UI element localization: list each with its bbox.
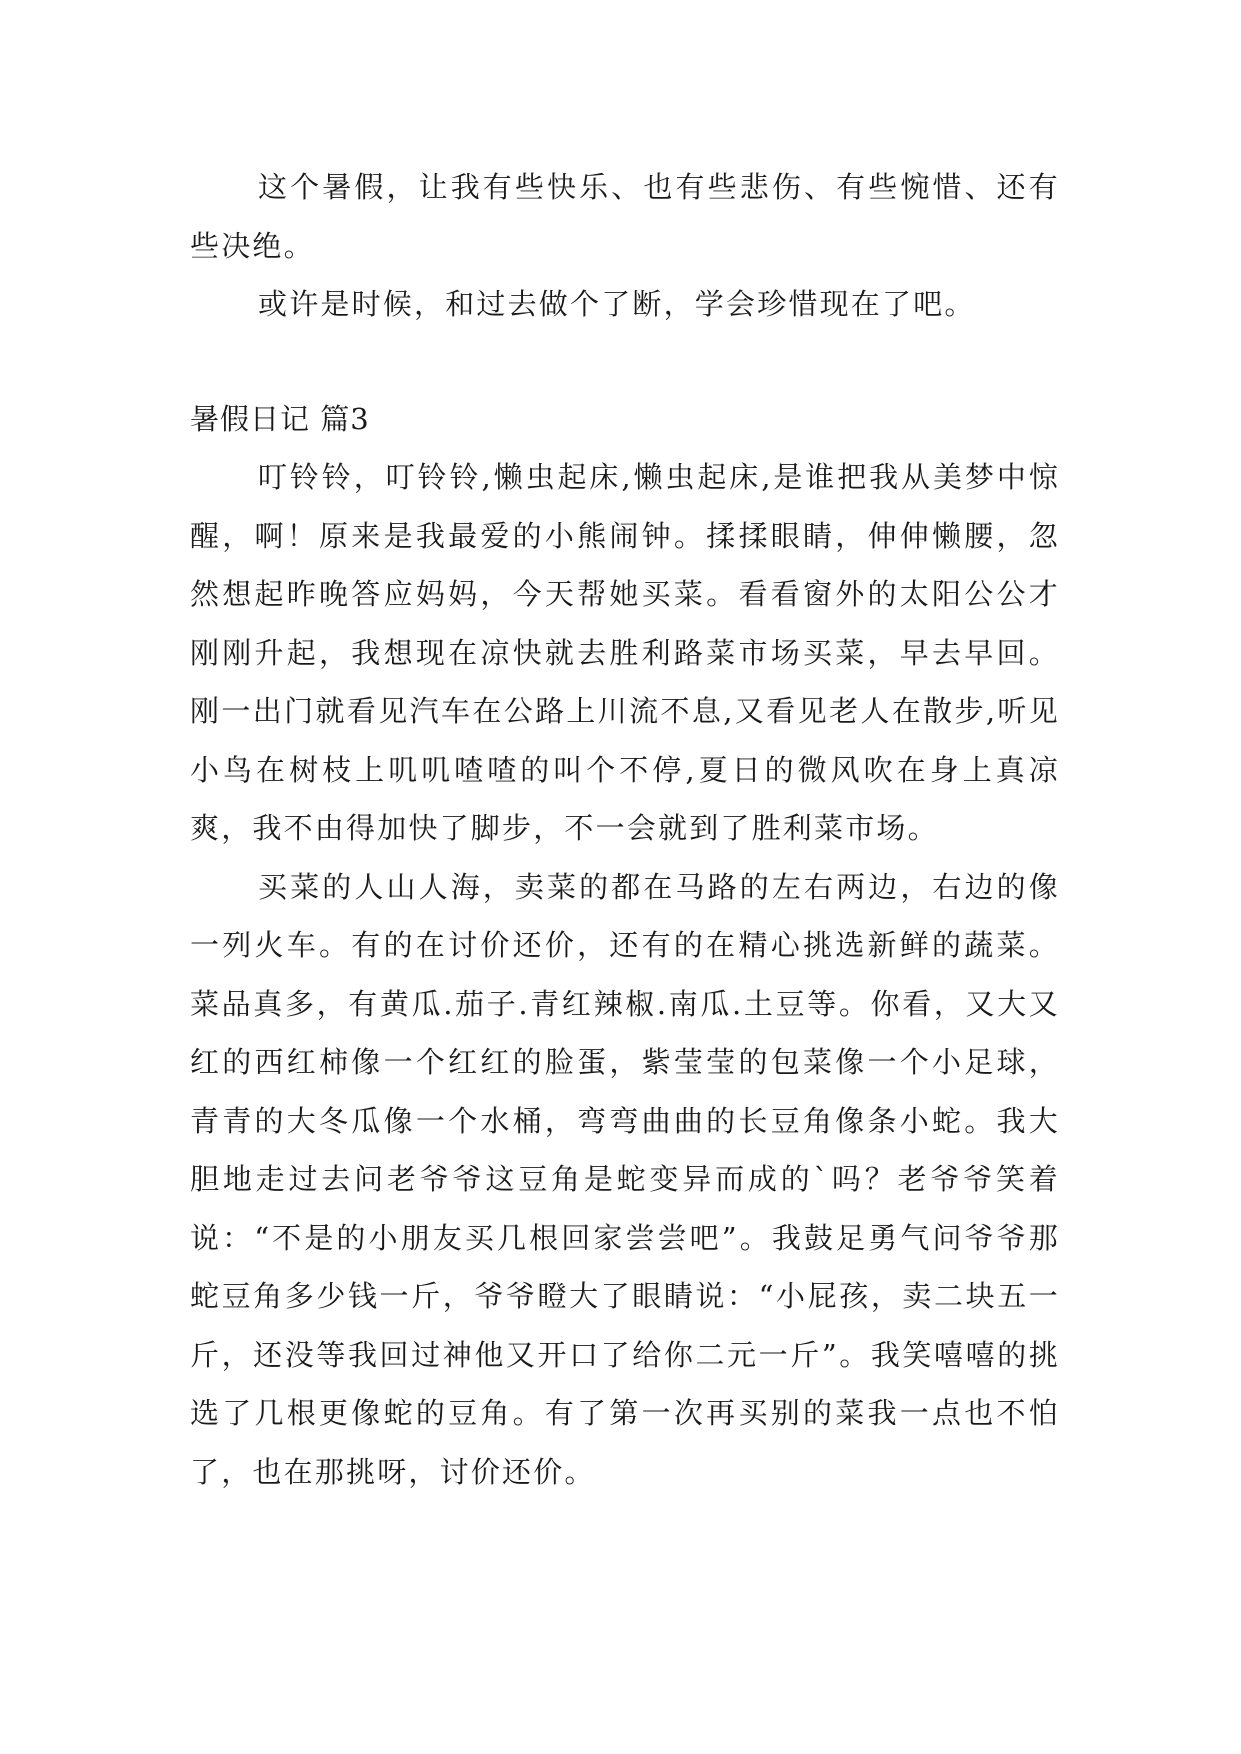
section-heading: 暑假日记 篇3 — [190, 401, 370, 436]
paragraph-2: 或许是时候，和过去做个了断，学会珍惜现在了吧。 — [258, 287, 976, 321]
paragraph-3: 叮铃铃，叮铃铃,懒虫起床,懒虫起床,是谁把我从美梦中惊醒，啊！原来是我最爱的小熊闹钟。揉揉眼睛，伸伸懒腰，忽然想起昨晚答应妈妈，今天帮她买菜。看看窗外的太阳公公才刚刚升起，我想现在凉快就去胜利路菜市场买菜，早去早回。刚一出门就看见汽车在公路上川流不息,又看见老人在散步,听见小鸟在树枝上叽叽喳喳的叫个不停,夏日的微风吹在身上真凉爽，我不由得加快了脚步，不一会就到了胜利菜市场。 — [190, 460, 1060, 845]
paragraph-4: 买菜的人山人海，卖菜的都在马路的左右两边，右边的像一列火车。有的在讨价还价，还有的在精心挑选新鲜的蔬菜。菜品真多，有黄瓜.茄子.青红辣椒.南瓜.土豆等。你看，又大又红的西红柿像一个红红的脸蛋，紫莹莹的包菜像一个小足球，青青的大冬瓜像一个水桶，弯弯曲曲的长豆角像条小蛇。我大胆地走过去问老爷爷这豆角是蛇变异而成的`吗？老爷爷笑着说：“不是的小朋友买几根回家尝尝吧”。我鼓足勇气问爷爷那蛇豆角多少钱一斤，爷爷瞪大了眼睛说：“小屁孩，卖二块五一斤，还没等我回过神他又开口了给你二元一斤”。我笑嘻嘻的挑选了几根更像蛇的豆角。有了第一次再买别的菜我一点也不怕了，也在那挑呀，讨价还价。 — [190, 869, 1060, 1489]
document-page — [190, 158, 1060, 1501]
paragraph-1: 这个暑假，让我有些快乐、也有些悲伤、有些惋惜、还有些决绝。 — [190, 170, 1060, 263]
